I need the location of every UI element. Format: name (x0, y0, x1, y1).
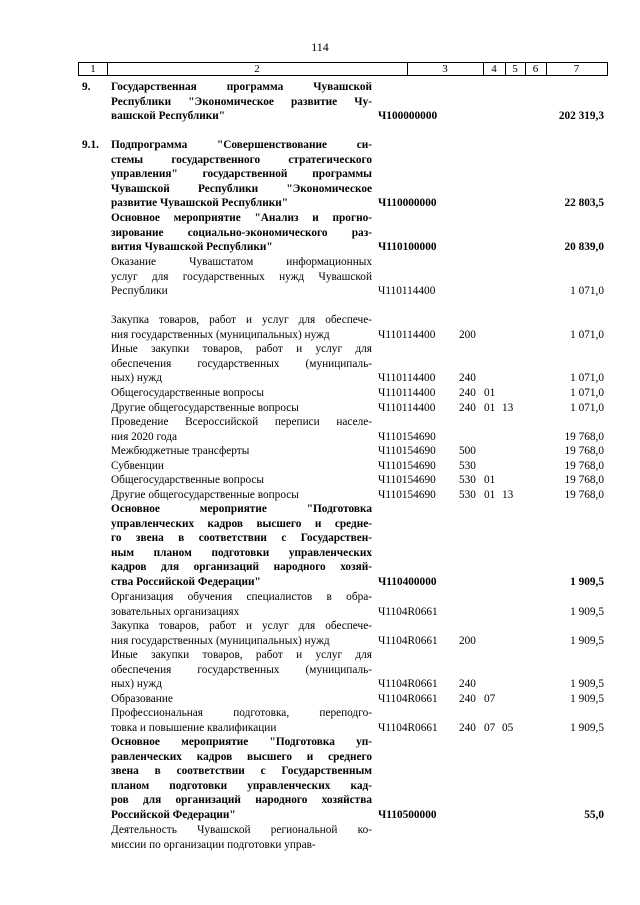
expense-type: 200 (459, 328, 476, 341)
row-description (111, 342, 372, 386)
budget-code: Ч110114400 (378, 328, 436, 341)
amount: 1 909,5 (570, 678, 604, 691)
description-line: Республики "Экономическое развитие Чу- (111, 95, 372, 108)
description-line: обеспечения государственных (муниципаль- (111, 357, 372, 370)
budget-code: Ч110154690 (378, 474, 436, 486)
description-line: Иные закупки товаров, работ и услуг для (111, 343, 372, 355)
description-line: Организация обучения специалистов в обра- (111, 591, 372, 603)
description-line: ным планом подготовки управленческих (111, 546, 372, 559)
row-description (111, 386, 372, 401)
header-col-6: 6 (525, 63, 547, 75)
description-line: ния государственных (муниципальных) нужд (111, 328, 330, 341)
page-number: 114 (311, 40, 329, 54)
amount: 1 909,5 (570, 605, 604, 618)
section-code: 01 (484, 402, 496, 414)
budget-code: Ч100000000 (378, 110, 438, 123)
amount: 1 071,0 (570, 387, 604, 399)
description-line: товка и повышение квалификации (111, 721, 277, 734)
description-line: ных) нужд (111, 678, 162, 691)
description-line: стемы государственного стратегического (111, 153, 372, 166)
amount: 1 909,5 (570, 693, 604, 705)
budget-code: Ч110100000 (378, 241, 437, 254)
expense-type: 240 (459, 693, 476, 705)
budget-code: Ч1104R0661 (378, 634, 438, 647)
description-line: Другие общегосударственные вопросы (111, 489, 299, 501)
description-line: Межбюджетные трансферты (111, 445, 250, 457)
header-col-7: 7 (573, 63, 580, 75)
row-number: 9. (82, 81, 91, 93)
header-col-3: 3 (407, 63, 484, 75)
budget-code: Ч110400000 (378, 576, 437, 588)
row-description (111, 401, 372, 416)
amount: 19 768,0 (564, 489, 604, 501)
description-line: Республики (111, 285, 168, 298)
description-line: Основное мероприятие "Подготовка (111, 503, 372, 515)
description-line: зовательных организациях (111, 605, 240, 618)
budget-code: Ч110154690 (378, 460, 436, 472)
amount: 1 909,5 (570, 634, 604, 647)
row-description (111, 692, 372, 707)
row-number: 9.1. (82, 139, 99, 151)
expense-type: 530 (459, 489, 476, 501)
budget-code: Ч110500000 (378, 809, 437, 821)
section-code: 07 (484, 693, 496, 705)
description-line: Деятельность Чувашской региональной ко- (111, 824, 372, 836)
amount: 1 071,0 (570, 402, 604, 414)
budget-code: Ч1104R0661 (378, 693, 438, 705)
row-description (111, 619, 372, 648)
row-description (111, 138, 372, 211)
amount: 19 768,0 (564, 460, 604, 472)
row-description (111, 823, 372, 852)
header-col-2: 2 (107, 63, 408, 75)
amount: 19 768,0 (564, 474, 604, 486)
section-code: 01 (484, 474, 496, 486)
row-description (111, 502, 372, 590)
budget-code: Ч1104R0661 (378, 605, 438, 618)
row-description (111, 444, 372, 459)
row-description (111, 415, 372, 444)
amount: 19 768,0 (564, 430, 604, 443)
row-description (111, 473, 372, 488)
description-line: Закупка товаров, работ и услуг для обеспече- (111, 620, 372, 632)
expense-type: 240 (459, 387, 476, 399)
budget-code: Ч110114400 (378, 387, 436, 399)
description-line: го звена в соответствии с Государствен- (111, 532, 372, 545)
amount: 20 839,0 (564, 241, 604, 254)
description-line: Подпрограмма "Совершенствование си- (111, 139, 372, 151)
expense-type: 240 (459, 372, 476, 385)
amount: 55,0 (584, 809, 604, 821)
budget-code: Ч110114400 (378, 285, 436, 298)
budget-code: Ч110114400 (378, 372, 436, 385)
description-line: Чувашской Республики "Экономическое (111, 182, 372, 195)
description-line: управленческих кадров высшего и средне- (111, 517, 372, 530)
expense-type: 240 (459, 678, 476, 691)
amount: 1 909,5 (570, 721, 604, 734)
amount: 1 071,0 (570, 285, 604, 298)
description-line: Российской Федерации" (111, 808, 236, 821)
description-line: равленческих кадров высшего и среднего (111, 750, 372, 763)
amount: 19 768,0 (564, 445, 604, 457)
subsection-code: 13 (502, 489, 514, 501)
row-description (111, 735, 372, 823)
row-description (111, 706, 372, 735)
description-line: Государственная программа Чувашской (111, 81, 372, 93)
budget-code: Ч110114400 (378, 402, 436, 414)
description-line: зирование социально-экономического раз- (111, 226, 372, 239)
description-line: управления" государственной программы (111, 168, 372, 181)
description-line: вашской Республики" (111, 110, 226, 123)
amount: 202 319,3 (558, 110, 604, 123)
amount: 1 071,0 (570, 372, 604, 385)
description-line: планом подготовки управленческих кад- (111, 779, 372, 792)
description-line: развитие Чувашской Республики" (111, 197, 288, 210)
description-line: Иные закупки товаров, работ и услуг для (111, 649, 372, 661)
row-description (111, 211, 372, 255)
description-line: Оказание Чувашстатом информационных (111, 256, 372, 268)
expense-type: 530 (459, 474, 476, 486)
subsection-code: 05 (502, 721, 514, 734)
row-description (111, 459, 372, 474)
amount: 1 909,5 (570, 576, 604, 588)
row-description (111, 313, 372, 342)
description-line: звена в соответствии с Государственным (111, 765, 372, 778)
budget-code: Ч110154690 (378, 445, 436, 457)
header-col-1: 1 (79, 63, 108, 75)
row-description (111, 590, 372, 619)
amount: 1 071,0 (570, 328, 604, 341)
description-line: Профессиональная подготовка, переподго- (111, 707, 372, 719)
expense-type: 240 (459, 402, 476, 414)
description-line: миссии по организации подготовки управ- (111, 838, 316, 851)
expense-type: 200 (459, 634, 476, 647)
expense-type: 500 (459, 445, 476, 457)
budget-code: Ч110000000 (378, 197, 437, 210)
section-code: 01 (484, 387, 496, 399)
description-line: ния государственных (муниципальных) нужд (111, 634, 330, 647)
description-line: Основное мероприятие "Подготовка уп- (111, 736, 372, 748)
description-line: Основное мероприятие "Анализ и прогно- (111, 212, 372, 224)
subsection-code: 13 (502, 402, 514, 414)
description-line: Общегосударственные вопросы (111, 474, 264, 486)
budget-code: Ч110154690 (378, 430, 436, 443)
expense-type: 530 (459, 460, 476, 472)
description-line: Закупка товаров, работ и услуг для обеспече- (111, 314, 372, 326)
description-line: кадров для организаций народного хозяй- (111, 561, 372, 574)
description-line: ров для организаций народного хозяйства (111, 794, 372, 807)
header-col-5: 5 (505, 63, 526, 75)
description-line: вития Чувашской Республики" (111, 241, 273, 254)
description-line: Другие общегосударственные вопросы (111, 402, 299, 414)
row-description (111, 648, 372, 692)
description-line: Общегосударственные вопросы (111, 387, 264, 399)
description-line: услуг для государственных нужд Чувашской (111, 270, 372, 283)
expense-type: 240 (459, 721, 476, 734)
description-line: ства Российской Федерации" (111, 575, 261, 588)
row-description (111, 255, 372, 299)
budget-code: Ч1104R0661 (378, 678, 438, 691)
description-line: Субвенции (111, 460, 164, 472)
section-code: 01 (484, 489, 496, 501)
row-description (111, 488, 372, 503)
description-line: Образование (111, 693, 173, 705)
section-code: 07 (484, 721, 496, 734)
description-line: ния 2020 года (111, 430, 177, 443)
description-line: обеспечения государственных (муниципаль- (111, 663, 372, 676)
amount: 22 803,5 (564, 197, 604, 210)
description-line: Проведение Всероссийской переписи населе- (111, 416, 372, 428)
header-col-4: 4 (483, 63, 506, 75)
budget-code: Ч1104R0661 (378, 721, 438, 734)
description-line: ных) нужд (111, 372, 162, 385)
table-header (78, 62, 608, 76)
budget-code: Ч110154690 (378, 489, 436, 501)
row-description (111, 80, 372, 124)
